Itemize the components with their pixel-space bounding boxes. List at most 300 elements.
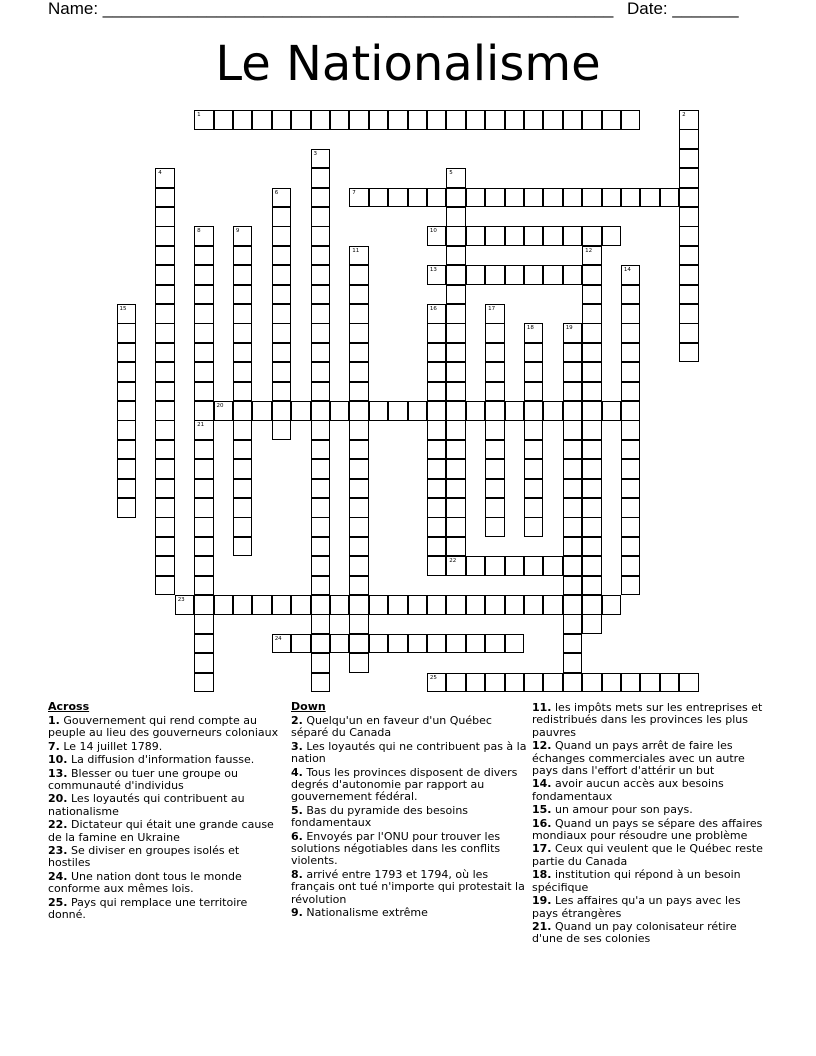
grid-cell[interactable] <box>621 343 641 363</box>
grid-cell[interactable] <box>505 401 525 421</box>
grid-cell[interactable] <box>194 634 214 654</box>
grid-cell[interactable] <box>233 420 253 440</box>
grid-cell[interactable] <box>194 653 214 673</box>
grid-cell[interactable] <box>505 673 525 693</box>
grid-cell[interactable] <box>524 401 544 421</box>
grid-cell[interactable] <box>311 576 331 596</box>
grid-cell[interactable] <box>117 498 137 518</box>
grid-cell[interactable] <box>446 343 466 363</box>
grid-cell[interactable] <box>349 653 369 673</box>
grid-cell[interactable] <box>524 188 544 208</box>
grid-cell[interactable] <box>563 362 583 382</box>
grid-cell[interactable] <box>233 498 253 518</box>
grid-cell[interactable] <box>330 634 350 654</box>
grid-cell[interactable] <box>485 634 505 654</box>
grid-cell[interactable] <box>272 362 292 382</box>
grid-cell[interactable] <box>563 517 583 537</box>
grid-cell[interactable] <box>311 304 331 324</box>
grid-cell[interactable] <box>485 479 505 499</box>
grid-cell[interactable] <box>446 401 466 421</box>
grid-cell[interactable] <box>252 595 272 615</box>
grid-cell[interactable] <box>117 382 137 402</box>
grid-cell[interactable] <box>252 110 272 130</box>
grid-cell[interactable] <box>311 362 331 382</box>
grid-cell[interactable] <box>155 207 175 227</box>
grid-cell[interactable] <box>349 110 369 130</box>
grid-cell[interactable] <box>582 479 602 499</box>
grid-cell[interactable] <box>311 440 331 460</box>
grid-cell[interactable] <box>272 304 292 324</box>
grid-cell[interactable] <box>427 304 447 324</box>
grid-cell[interactable] <box>446 517 466 537</box>
grid-cell[interactable] <box>563 556 583 576</box>
grid-cell[interactable] <box>543 226 563 246</box>
grid-cell[interactable] <box>155 343 175 363</box>
grid-cell[interactable] <box>621 362 641 382</box>
grid-cell[interactable] <box>466 634 486 654</box>
grid-cell[interactable] <box>155 246 175 266</box>
grid-cell[interactable] <box>272 401 292 421</box>
grid-cell[interactable] <box>679 226 699 246</box>
grid-cell[interactable] <box>155 420 175 440</box>
grid-cell[interactable] <box>311 459 331 479</box>
grid-cell[interactable] <box>543 265 563 285</box>
grid-cell[interactable] <box>233 595 253 615</box>
grid-cell[interactable] <box>446 382 466 402</box>
grid-cell[interactable] <box>388 110 408 130</box>
grid-cell[interactable] <box>602 110 622 130</box>
grid-cell[interactable] <box>621 188 641 208</box>
grid-cell[interactable] <box>311 517 331 537</box>
grid-cell[interactable] <box>427 634 447 654</box>
grid-cell[interactable] <box>582 614 602 634</box>
grid-cell[interactable] <box>466 401 486 421</box>
grid-cell[interactable] <box>563 110 583 130</box>
grid-cell[interactable] <box>563 420 583 440</box>
grid-cell[interactable] <box>602 226 622 246</box>
grid-cell[interactable] <box>427 556 447 576</box>
grid-cell[interactable] <box>602 188 622 208</box>
grid-cell[interactable] <box>466 556 486 576</box>
grid-cell[interactable] <box>543 595 563 615</box>
grid-cell[interactable] <box>524 595 544 615</box>
grid-cell[interactable] <box>640 673 660 693</box>
grid-cell[interactable] <box>117 459 137 479</box>
grid-cell[interactable] <box>446 304 466 324</box>
grid-cell[interactable] <box>194 517 214 537</box>
grid-cell[interactable] <box>466 110 486 130</box>
grid-cell[interactable] <box>349 634 369 654</box>
grid-cell[interactable] <box>621 285 641 305</box>
grid-cell[interactable] <box>524 226 544 246</box>
grid-cell[interactable] <box>446 479 466 499</box>
grid-cell[interactable] <box>311 614 331 634</box>
grid-cell[interactable] <box>427 537 447 557</box>
grid-cell[interactable] <box>602 595 622 615</box>
grid-cell[interactable] <box>446 246 466 266</box>
grid-cell[interactable] <box>175 595 195 615</box>
grid-cell[interactable] <box>117 362 137 382</box>
grid-cell[interactable] <box>408 188 428 208</box>
grid-cell[interactable] <box>485 517 505 537</box>
grid-cell[interactable] <box>233 304 253 324</box>
grid-cell[interactable] <box>349 498 369 518</box>
grid-cell[interactable] <box>505 226 525 246</box>
grid-cell[interactable] <box>582 285 602 305</box>
grid-cell[interactable] <box>233 401 253 421</box>
grid-cell[interactable] <box>582 537 602 557</box>
grid-cell[interactable] <box>582 362 602 382</box>
grid-cell[interactable] <box>311 188 331 208</box>
grid-cell[interactable] <box>427 517 447 537</box>
grid-cell[interactable] <box>117 304 137 324</box>
grid-cell[interactable] <box>194 401 214 421</box>
grid-cell[interactable] <box>272 246 292 266</box>
grid-cell[interactable] <box>272 110 292 130</box>
date-field-label[interactable]: Date: _______ <box>627 0 739 18</box>
grid-cell[interactable] <box>466 188 486 208</box>
grid-cell[interactable] <box>311 556 331 576</box>
grid-cell[interactable] <box>408 595 428 615</box>
grid-cell[interactable] <box>194 420 214 440</box>
grid-cell[interactable] <box>194 576 214 596</box>
grid-cell[interactable] <box>524 420 544 440</box>
grid-cell[interactable] <box>349 595 369 615</box>
grid-cell[interactable] <box>679 110 699 130</box>
grid-cell[interactable] <box>621 304 641 324</box>
grid-cell[interactable] <box>194 246 214 266</box>
grid-cell[interactable] <box>660 188 680 208</box>
grid-cell[interactable] <box>563 653 583 673</box>
grid-cell[interactable] <box>446 168 466 188</box>
grid-cell[interactable] <box>466 226 486 246</box>
grid-cell[interactable] <box>194 304 214 324</box>
grid-cell[interactable] <box>427 459 447 479</box>
grid-cell[interactable] <box>194 595 214 615</box>
grid-cell[interactable] <box>349 420 369 440</box>
grid-cell[interactable] <box>272 188 292 208</box>
grid-cell[interactable] <box>485 226 505 246</box>
grid-cell[interactable] <box>311 168 331 188</box>
grid-cell[interactable] <box>446 226 466 246</box>
grid-cell[interactable] <box>563 265 583 285</box>
grid-cell[interactable] <box>311 246 331 266</box>
grid-cell[interactable] <box>485 110 505 130</box>
grid-cell[interactable] <box>272 420 292 440</box>
grid-cell[interactable] <box>155 285 175 305</box>
grid-cell[interactable] <box>311 265 331 285</box>
grid-cell[interactable] <box>155 440 175 460</box>
grid-cell[interactable] <box>485 673 505 693</box>
grid-cell[interactable] <box>660 673 680 693</box>
grid-cell[interactable] <box>233 537 253 557</box>
grid-cell[interactable] <box>349 343 369 363</box>
grid-cell[interactable] <box>155 537 175 557</box>
grid-cell[interactable] <box>505 265 525 285</box>
grid-cell[interactable] <box>349 517 369 537</box>
grid-cell[interactable] <box>427 265 447 285</box>
grid-cell[interactable] <box>369 188 389 208</box>
grid-cell[interactable] <box>582 556 602 576</box>
grid-cell[interactable] <box>505 595 525 615</box>
grid-cell[interactable] <box>485 265 505 285</box>
grid-cell[interactable] <box>524 440 544 460</box>
grid-cell[interactable] <box>485 362 505 382</box>
grid-cell[interactable] <box>311 382 331 402</box>
grid-cell[interactable] <box>446 634 466 654</box>
grid-cell[interactable] <box>155 576 175 596</box>
grid-cell[interactable] <box>388 634 408 654</box>
grid-cell[interactable] <box>621 673 641 693</box>
grid-cell[interactable] <box>427 673 447 693</box>
grid-cell[interactable] <box>582 576 602 596</box>
grid-cell[interactable] <box>349 556 369 576</box>
grid-cell[interactable] <box>233 265 253 285</box>
grid-cell[interactable] <box>485 556 505 576</box>
grid-cell[interactable] <box>563 382 583 402</box>
grid-cell[interactable] <box>679 207 699 227</box>
grid-cell[interactable] <box>194 556 214 576</box>
grid-cell[interactable] <box>543 556 563 576</box>
grid-cell[interactable] <box>194 343 214 363</box>
grid-cell[interactable] <box>427 595 447 615</box>
grid-cell[interactable] <box>194 459 214 479</box>
grid-cell[interactable] <box>427 343 447 363</box>
grid-cell[interactable] <box>117 479 137 499</box>
grid-cell[interactable] <box>233 459 253 479</box>
grid-cell[interactable] <box>272 634 292 654</box>
grid-cell[interactable] <box>582 110 602 130</box>
grid-cell[interactable] <box>272 207 292 227</box>
grid-cell[interactable] <box>233 110 253 130</box>
grid-cell[interactable] <box>194 498 214 518</box>
grid-cell[interactable] <box>524 556 544 576</box>
grid-cell[interactable] <box>311 537 331 557</box>
grid-cell[interactable] <box>485 343 505 363</box>
grid-cell[interactable] <box>563 634 583 654</box>
grid-cell[interactable] <box>233 479 253 499</box>
grid-cell[interactable] <box>194 440 214 460</box>
grid-cell[interactable] <box>408 634 428 654</box>
grid-cell[interactable] <box>272 265 292 285</box>
grid-cell[interactable] <box>311 343 331 363</box>
grid-cell[interactable] <box>621 110 641 130</box>
grid-cell[interactable] <box>563 479 583 499</box>
grid-cell[interactable] <box>194 673 214 693</box>
grid-cell[interactable] <box>291 401 311 421</box>
grid-cell[interactable] <box>233 343 253 363</box>
grid-cell[interactable] <box>427 188 447 208</box>
grid-cell[interactable] <box>485 401 505 421</box>
grid-cell[interactable] <box>446 556 466 576</box>
grid-cell[interactable] <box>349 285 369 305</box>
grid-cell[interactable] <box>369 634 389 654</box>
grid-cell[interactable] <box>155 459 175 479</box>
grid-cell[interactable] <box>621 440 641 460</box>
grid-cell[interactable] <box>582 401 602 421</box>
grid-cell[interactable] <box>311 149 331 169</box>
grid-cell[interactable] <box>427 110 447 130</box>
grid-cell[interactable] <box>582 420 602 440</box>
grid-cell[interactable] <box>427 323 447 343</box>
grid-cell[interactable] <box>427 420 447 440</box>
grid-cell[interactable] <box>214 595 234 615</box>
grid-cell[interactable] <box>214 401 234 421</box>
grid-cell[interactable] <box>311 673 331 693</box>
grid-cell[interactable] <box>155 498 175 518</box>
grid-cell[interactable] <box>621 517 641 537</box>
grid-cell[interactable] <box>349 401 369 421</box>
grid-cell[interactable] <box>582 246 602 266</box>
grid-cell[interactable] <box>194 110 214 130</box>
grid-cell[interactable] <box>679 304 699 324</box>
grid-cell[interactable] <box>524 323 544 343</box>
grid-cell[interactable] <box>543 401 563 421</box>
grid-cell[interactable] <box>233 226 253 246</box>
grid-cell[interactable] <box>582 188 602 208</box>
grid-cell[interactable] <box>388 188 408 208</box>
grid-cell[interactable] <box>252 401 272 421</box>
grid-cell[interactable] <box>311 226 331 246</box>
grid-cell[interactable] <box>349 246 369 266</box>
grid-cell[interactable] <box>563 343 583 363</box>
grid-cell[interactable] <box>446 207 466 227</box>
grid-cell[interactable] <box>349 188 369 208</box>
grid-cell[interactable] <box>602 401 622 421</box>
grid-cell[interactable] <box>524 110 544 130</box>
grid-cell[interactable] <box>485 188 505 208</box>
grid-cell[interactable] <box>679 149 699 169</box>
grid-cell[interactable] <box>194 226 214 246</box>
grid-cell[interactable] <box>679 129 699 149</box>
grid-cell[interactable] <box>427 226 447 246</box>
grid-cell[interactable] <box>427 479 447 499</box>
grid-cell[interactable] <box>311 401 331 421</box>
grid-cell[interactable] <box>194 537 214 557</box>
grid-cell[interactable] <box>446 110 466 130</box>
grid-cell[interactable] <box>582 498 602 518</box>
grid-cell[interactable] <box>679 285 699 305</box>
grid-cell[interactable] <box>446 673 466 693</box>
grid-cell[interactable] <box>349 479 369 499</box>
grid-cell[interactable] <box>349 382 369 402</box>
grid-cell[interactable] <box>311 498 331 518</box>
grid-cell[interactable] <box>311 595 331 615</box>
grid-cell[interactable] <box>446 537 466 557</box>
grid-cell[interactable] <box>466 265 486 285</box>
grid-cell[interactable] <box>311 653 331 673</box>
grid-cell[interactable] <box>388 595 408 615</box>
grid-cell[interactable] <box>311 420 331 440</box>
grid-cell[interactable] <box>563 188 583 208</box>
grid-cell[interactable] <box>233 382 253 402</box>
grid-cell[interactable] <box>679 673 699 693</box>
grid-cell[interactable] <box>505 556 525 576</box>
grid-cell[interactable] <box>194 479 214 499</box>
grid-cell[interactable] <box>427 382 447 402</box>
grid-cell[interactable] <box>582 304 602 324</box>
grid-cell[interactable] <box>194 614 214 634</box>
grid-cell[interactable] <box>349 304 369 324</box>
grid-cell[interactable] <box>155 168 175 188</box>
grid-cell[interactable] <box>485 304 505 324</box>
grid-cell[interactable] <box>117 343 137 363</box>
grid-cell[interactable] <box>117 323 137 343</box>
grid-cell[interactable] <box>194 285 214 305</box>
grid-cell[interactable] <box>272 343 292 363</box>
grid-cell[interactable] <box>582 382 602 402</box>
grid-cell[interactable] <box>349 576 369 596</box>
grid-cell[interactable] <box>563 498 583 518</box>
grid-cell[interactable] <box>640 188 660 208</box>
grid-cell[interactable] <box>563 401 583 421</box>
grid-cell[interactable] <box>563 537 583 557</box>
grid-cell[interactable] <box>233 517 253 537</box>
grid-cell[interactable] <box>524 382 544 402</box>
grid-cell[interactable] <box>485 420 505 440</box>
grid-cell[interactable] <box>155 188 175 208</box>
grid-cell[interactable] <box>485 498 505 518</box>
grid-cell[interactable] <box>466 595 486 615</box>
grid-cell[interactable] <box>679 323 699 343</box>
grid-cell[interactable] <box>563 576 583 596</box>
grid-cell[interactable] <box>369 595 389 615</box>
grid-cell[interactable] <box>233 362 253 382</box>
grid-cell[interactable] <box>679 265 699 285</box>
grid-cell[interactable] <box>621 576 641 596</box>
grid-cell[interactable] <box>543 110 563 130</box>
grid-cell[interactable] <box>485 323 505 343</box>
grid-cell[interactable] <box>485 459 505 479</box>
grid-cell[interactable] <box>349 459 369 479</box>
grid-cell[interactable] <box>582 323 602 343</box>
grid-cell[interactable] <box>117 401 137 421</box>
grid-cell[interactable] <box>349 362 369 382</box>
grid-cell[interactable] <box>427 440 447 460</box>
grid-cell[interactable] <box>679 246 699 266</box>
grid-cell[interactable] <box>233 323 253 343</box>
grid-cell[interactable] <box>155 362 175 382</box>
grid-cell[interactable] <box>582 265 602 285</box>
name-field-label[interactable]: Name: ______________________________________________________ <box>48 0 614 18</box>
grid-cell[interactable] <box>291 634 311 654</box>
grid-cell[interactable] <box>311 634 331 654</box>
grid-cell[interactable] <box>272 323 292 343</box>
grid-cell[interactable] <box>582 343 602 363</box>
grid-cell[interactable] <box>155 265 175 285</box>
grid-cell[interactable] <box>621 537 641 557</box>
grid-cell[interactable] <box>582 673 602 693</box>
grid-cell[interactable] <box>330 595 350 615</box>
grid-cell[interactable] <box>330 401 350 421</box>
grid-cell[interactable] <box>311 285 331 305</box>
grid-cell[interactable] <box>582 595 602 615</box>
grid-cell[interactable] <box>291 595 311 615</box>
grid-cell[interactable] <box>524 673 544 693</box>
grid-cell[interactable] <box>272 382 292 402</box>
grid-cell[interactable] <box>563 226 583 246</box>
grid-cell[interactable] <box>621 479 641 499</box>
grid-cell[interactable] <box>563 595 583 615</box>
grid-cell[interactable] <box>446 595 466 615</box>
grid-cell[interactable] <box>155 382 175 402</box>
grid-cell[interactable] <box>621 556 641 576</box>
grid-cell[interactable] <box>446 420 466 440</box>
grid-cell[interactable] <box>621 382 641 402</box>
grid-cell[interactable] <box>446 323 466 343</box>
grid-cell[interactable] <box>563 323 583 343</box>
grid-cell[interactable] <box>679 168 699 188</box>
